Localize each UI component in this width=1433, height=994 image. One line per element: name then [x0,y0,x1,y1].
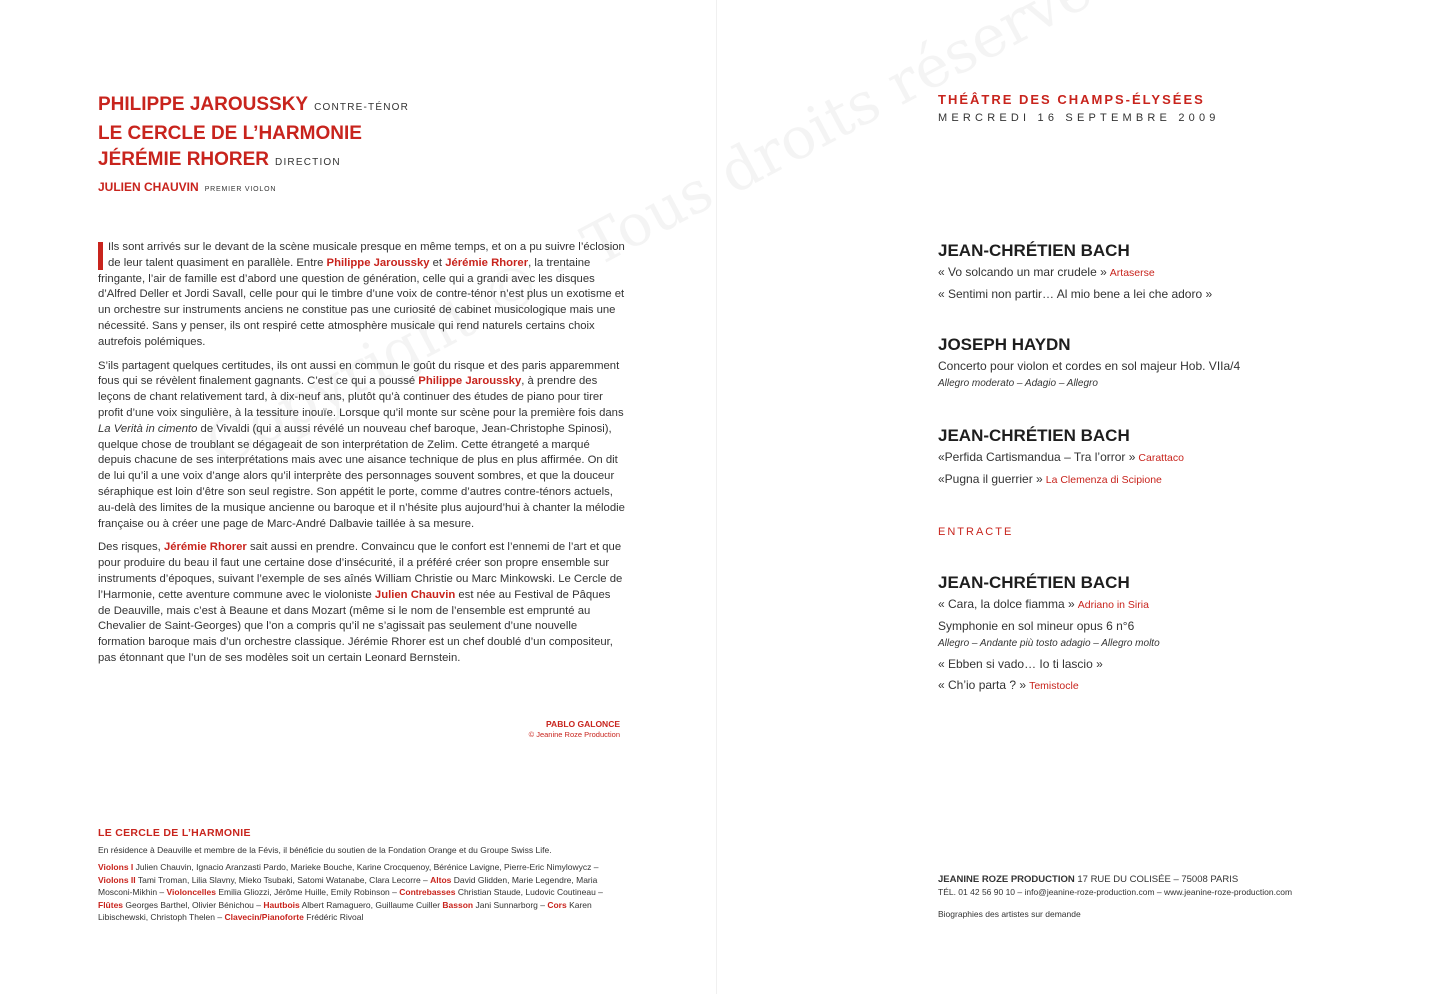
highlighted-name: Jérémie Rhorer [163,541,247,554]
movement-tempos: Allegro moderato – Adagio – Allegro [938,378,1098,389]
text-run: , la trentaine fringante, l’air de famille est d’abord une question de génération, celle qui a grandi avec les disques d’Alfred Deller et Jordi Savall, celle pour qui le timbre d’une voix de contre-ténor n’est plus un exotisme et un orchestre sur instruments anciens ne constitue pas une curiosité de cabinet musicologique mais une nécessité. Sans y penser, ils ont respiré cette atmosphère musicale qui rend naturels certains choix autrefois polémiques. [98,256,625,348]
producer-name: JEANINE ROZE PRODUCTION [938,874,1075,885]
work-title: La Verità in cimento [98,422,198,435]
text-run: S’ils partagent quelques certitudes, ils ont aussi en commun le goût du risque et des paris apparemment fous qui se révèlent finalement gagnants. C’est ce qui a poussé [98,359,620,388]
text-run: David Glidden, Marie Legendre, Maria Mosconi-Mikhin – [98,874,598,897]
work-item [938,262,1358,284]
concert-date: MERCREDI 16 SEPTEMBRE 2009 [938,112,1220,124]
opera-title: Carattaco [1138,452,1184,464]
performer-role: DIRECTION [275,157,341,168]
bio-note: Biographies des artistes sur demande [938,909,1081,919]
ensemble-intro: En résidence à Deauville et membre de la Févis, il bénéficie du soutien de la Fondation Orange et du Groupe Swiss Life. [98,845,552,855]
producer-line [938,874,1378,885]
work-item [938,356,1358,377]
text-run: sait aussi en prendre. Convaincu que le confort est l’ennemi de l’art et que pour produire du beau il faut une certaine dose d’insécurité, il a préféré créer son propre ensemble sur instruments d’époques, suivant l’exemple de ses aînés William Christie ou Marc Minkowski. Le Cercle de l’Harmonie, cette aventure commune avec le violoniste [98,541,623,601]
author-name: PABLO GALONCE [546,719,620,729]
opera-title: La Clemenza di Scipione [1045,474,1162,486]
highlighted-name: Jérémie Rhorer [445,256,529,269]
text-run: Karen Libischewski, Christoph Thelen – [98,899,592,922]
text-run: Georges Barthel, Olivier Bénichou – [123,899,264,910]
text-run: Frédéric Rivoal [303,912,364,922]
performer-line [98,121,618,147]
venue-name: THÉÂTRE DES CHAMPS-ÉLYSÉES [938,92,1205,107]
work-item [938,284,1358,305]
composer-name: JEAN-CHRÉTIEN BACH [938,241,1130,260]
article-paragraph-3 [98,540,626,666]
performer-name: LE CERCLE DE L’HARMONIE [98,123,362,144]
program-section-1 [938,240,1358,305]
work-title: « Ebben si vado… Io ti lascio » [938,657,1103,671]
producer-address: 17 RUE DU COLISÉE – 75008 PARIS [1077,874,1239,885]
paragraph-text [98,241,625,348]
work-title: « Ch’io parta ? » [938,678,1027,692]
instrument-section: Clavecin/Pianoforte [224,912,304,922]
work-title: «Pugna il guerrier » [938,472,1043,486]
article [98,240,626,675]
program-section-4 [938,572,1358,697]
text-run: Jani Sunnarborg – [473,899,548,910]
producer-contact: TÉL. 01 42 56 90 10 – info@jeanine-roze-production.com – www.jeanine-roze-production.com [938,887,1293,897]
work-item [938,675,1358,697]
instrument-section: Basson [442,899,474,910]
work-item [938,447,1358,469]
work-title: Symphonie en sol mineur opus 6 n°6 [938,619,1135,633]
composer-name: JEAN-CHRÉTIEN BACH [938,426,1130,445]
instrument-section: Cors [547,899,567,910]
text-run: Julien Chauvin, Ignacio Aranzasti Pardo, Marieke Bouche, Karine Crocquenoy, Bérénice Lavigne, Pierre-Eric Nimylowycz – [133,862,599,872]
text-run: Des risques, [98,541,164,554]
performer-line [98,147,618,176]
page-fold [716,0,717,994]
leader-name: JULIEN CHAUVIN [98,180,199,194]
program-section-3 [938,425,1358,491]
ensemble-box [98,827,628,924]
highlighted-name: Philippe Jaroussky [418,375,522,388]
intermission-label: ENTRACTE [938,526,1014,538]
performer-role: CONTRE-TÉNOR [314,102,410,113]
work-title: « Cara, la dolce fiamma » [938,597,1075,611]
text-run: Albert Ramaguero, Guillaume Cuiller [299,899,443,910]
leader-role: PREMIER VIOLON [204,186,277,193]
highlighted-name: Philippe Jaroussky [326,256,430,269]
text-run: Tami Troman, Lilia Slavny, Mieko Tsubaki, Satomi Watanabe, Clara Lecorre – [135,874,431,885]
venue-block [938,92,1228,124]
performer-line [98,92,618,121]
ensemble-members [98,861,623,924]
text-run: , à prendre des leçons de chant relativement tard, à dix-neuf ans, plutôt qu’à continuer des études de piano pour tirer profit d’une voix singulière, à la tessiture inouïe. Lorsque qu’il monte sur scène pour la première fois dans [98,375,624,419]
work-item [938,654,1358,675]
highlighted-name: Julien Chauvin [374,588,456,601]
article-signature [420,719,620,740]
article-paragraph-2 [98,359,626,533]
program-section-2 [938,334,1358,390]
text-run: et [429,256,446,269]
composer-name: JOSEPH HAYDN [938,335,1071,354]
opera-title: Temistocle [1029,680,1079,692]
work-title: «Perfida Cartismandua – Tra l’orror » [938,450,1136,464]
performer-name: PHILIPPE JAROUSSKY [98,94,309,115]
drop-bar [98,242,103,270]
instrument-section: Altos [430,874,452,885]
work-title: « Sentimi non partir… Al mio bene a lei che adoro » [938,287,1213,301]
ensemble-title: LE CERCLE DE L’HARMONIE [98,827,251,839]
performer-name: JÉRÉMIE RHORER [98,149,270,170]
article-paragraph-1 [98,240,626,351]
work-item [938,469,1358,491]
text-run: Ils sont arrivés sur le devant de la scène musicale presque en même temps, et on a pu suivre l’éclosion de leur talent quasiment en parallèle. Entre [108,241,625,269]
text-run: Christian Staude, Ludovic Coutineau – [455,887,603,897]
work-item [938,616,1358,637]
instrument-section: Violons I [98,862,134,872]
work-item [938,594,1358,616]
instrument-section: Hautbois [263,899,300,910]
opera-title: Adriano in Siria [1077,599,1149,611]
instrument-section: Contrebasses [399,887,456,897]
production-footer [938,874,1378,919]
text-run: est née au Festival de Pâques de Deauville, mais c’est à Beaune et dans Mozart (même si le nom de l’ensemble est emprunté au Chevalier de Saint-Georges) que l’on a compris qu’il ne s’agissait pas seulement d’une nouvelle formation baroque mais d’un orchestre classique. Jérémie Rhorer est un chef doublé d’un compositeur, pas étonnant que l’un de ses modèles soit un certain Leonard Bernstein. [98,588,613,664]
text-run: Emilia Gliozzi, Jérôme Huille, Emily Robinson – [215,887,400,897]
work-title: « Vo solcando un mar crudele » [938,265,1107,279]
opera-title: Artaserse [1109,267,1155,279]
performers-header [98,92,618,199]
leader-line [98,178,618,199]
instrument-section: Flûtes [98,899,124,910]
work-title: Concerto pour violon et cordes en sol majeur Hob. VIIa/4 [938,359,1241,373]
instrument-section: Violons II [98,874,136,885]
movement-tempos: Allegro – Andante più tosto adagio – Allegro molto [938,638,1160,649]
composer-name: JEAN-CHRÉTIEN BACH [938,573,1130,592]
instrument-section: Violoncelles [166,887,216,897]
author-credit: © Jeanine Roze Production [528,730,620,739]
text-run: de Vivaldi (qui a aussi révélé un nouveau chef baroque, Jean-Christophe Spinosi), quelque chose de troublant se dégageait de son interprétation de Zelim. Cette étrangeté a marqué depuis chacune de ses interprétations mais avec une aisance technique de plus en plus affirmée. On dit de lui qu’il a une voix d’ange alors qu’il interprète des personnages souvent sombres, et que la douceur séraphique est loin d’être son seul registre. Son appétit le porte, comme d’autres contre-ténors actuels, au-delà des limites de la musique ancienne ou baroque et il n’hésite plus aujourd’hui à chanter la mélodie française ou à créer une page de Marc-André Dalbavie taillée à sa mesure. [98,422,625,530]
